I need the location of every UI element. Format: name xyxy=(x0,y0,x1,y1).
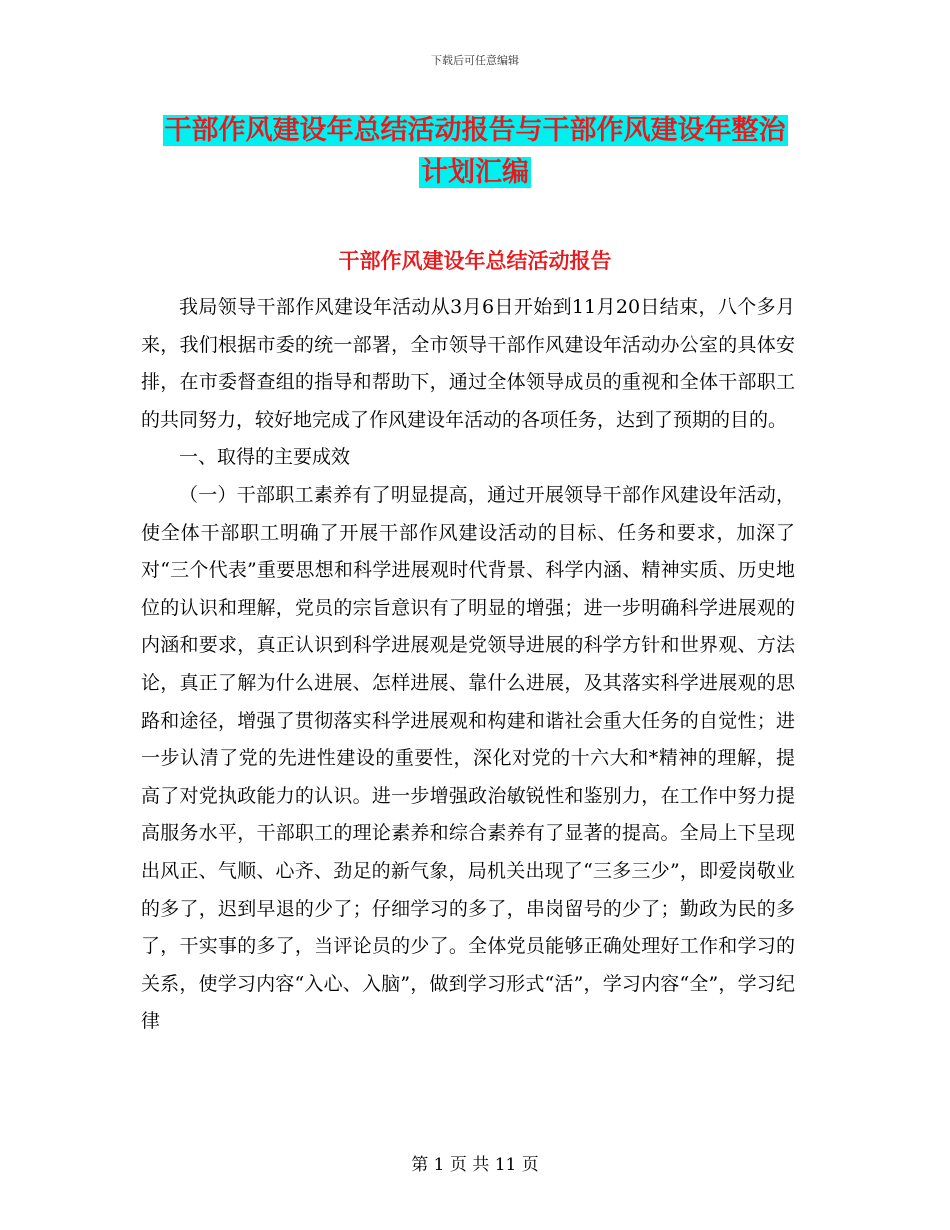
document-body xyxy=(141,289,795,1041)
heading-main-achievements: 一、取得的主要成效 xyxy=(179,446,351,469)
page-footer: 第 1 页 共 11 页 xyxy=(411,1155,539,1175)
document-title xyxy=(142,110,808,194)
document-title-line-1: 干部作风建设年总结活动报告与干部作风建设年整治 xyxy=(164,115,786,146)
section-title: 干部作风建设年总结活动报告 xyxy=(338,249,612,273)
paragraph-intro: 我局领导干部作风建设年活动从3月6日开始到11月20日结束，八个多月来，我们根据市委的统一部署，全市领导干部作风建设年活动办公室的具体安排，在市委督查组的指导和帮助下，通过全体领导成员的重视和全体干部职工的共同努力，较好地完成了作风建设年活动的各项任务，达到了预期的目的。 xyxy=(141,296,795,431)
paragraph-achievement-1: （一）干部职工素养有了明显提高，通过开展领导干部作风建设年活动，使全体干部职工明确了开展干部作风建设活动的目标、任务和要求，加深了对“三个代表”重要思想和科学进展观时代背景、科学内涵、精神实质、历史地位的认识和理解，党员的宗旨意识有了明显的增强；进一步明确科学进展观的内涵和要求，真正认识到科学进展观是党领导进展的科学方针和世界观、方法论，真正了解为什么进展、怎样进展、靠什么进展，及其落实科学进展观的思路和途径，增强了贯彻落实科学进展观和构建和谐社会重大任务的自觉性；进一步认清了党的先进性建设的重要性，深化对党的十六大和*精神的理解，提高了对党执政能力的认识。进一步增强政治敏锐性和鉴别力，在工作中努力提高服务水平，干部职工的理论素养和综合素养有了显著的提高。全局上下呈现出风正、气顺、心齐、劲足的新气象，局机关出现了“三多三少”，即爱岗敬业的多了，迟到早退的少了；仔细学习的多了，串岗留号的少了；勤政为民的多了，干实事的多了，当评论员的少了。全体党员能够正确处理好工作和学习的关系，使学习内容“入心、入脑”，做到学习形式“活”，学习内容“全”，学习纪律 xyxy=(141,483,795,1033)
page-header-note: 下载后可任意编辑 xyxy=(431,54,519,67)
document-title-line-2: 计划汇编 xyxy=(421,157,529,188)
